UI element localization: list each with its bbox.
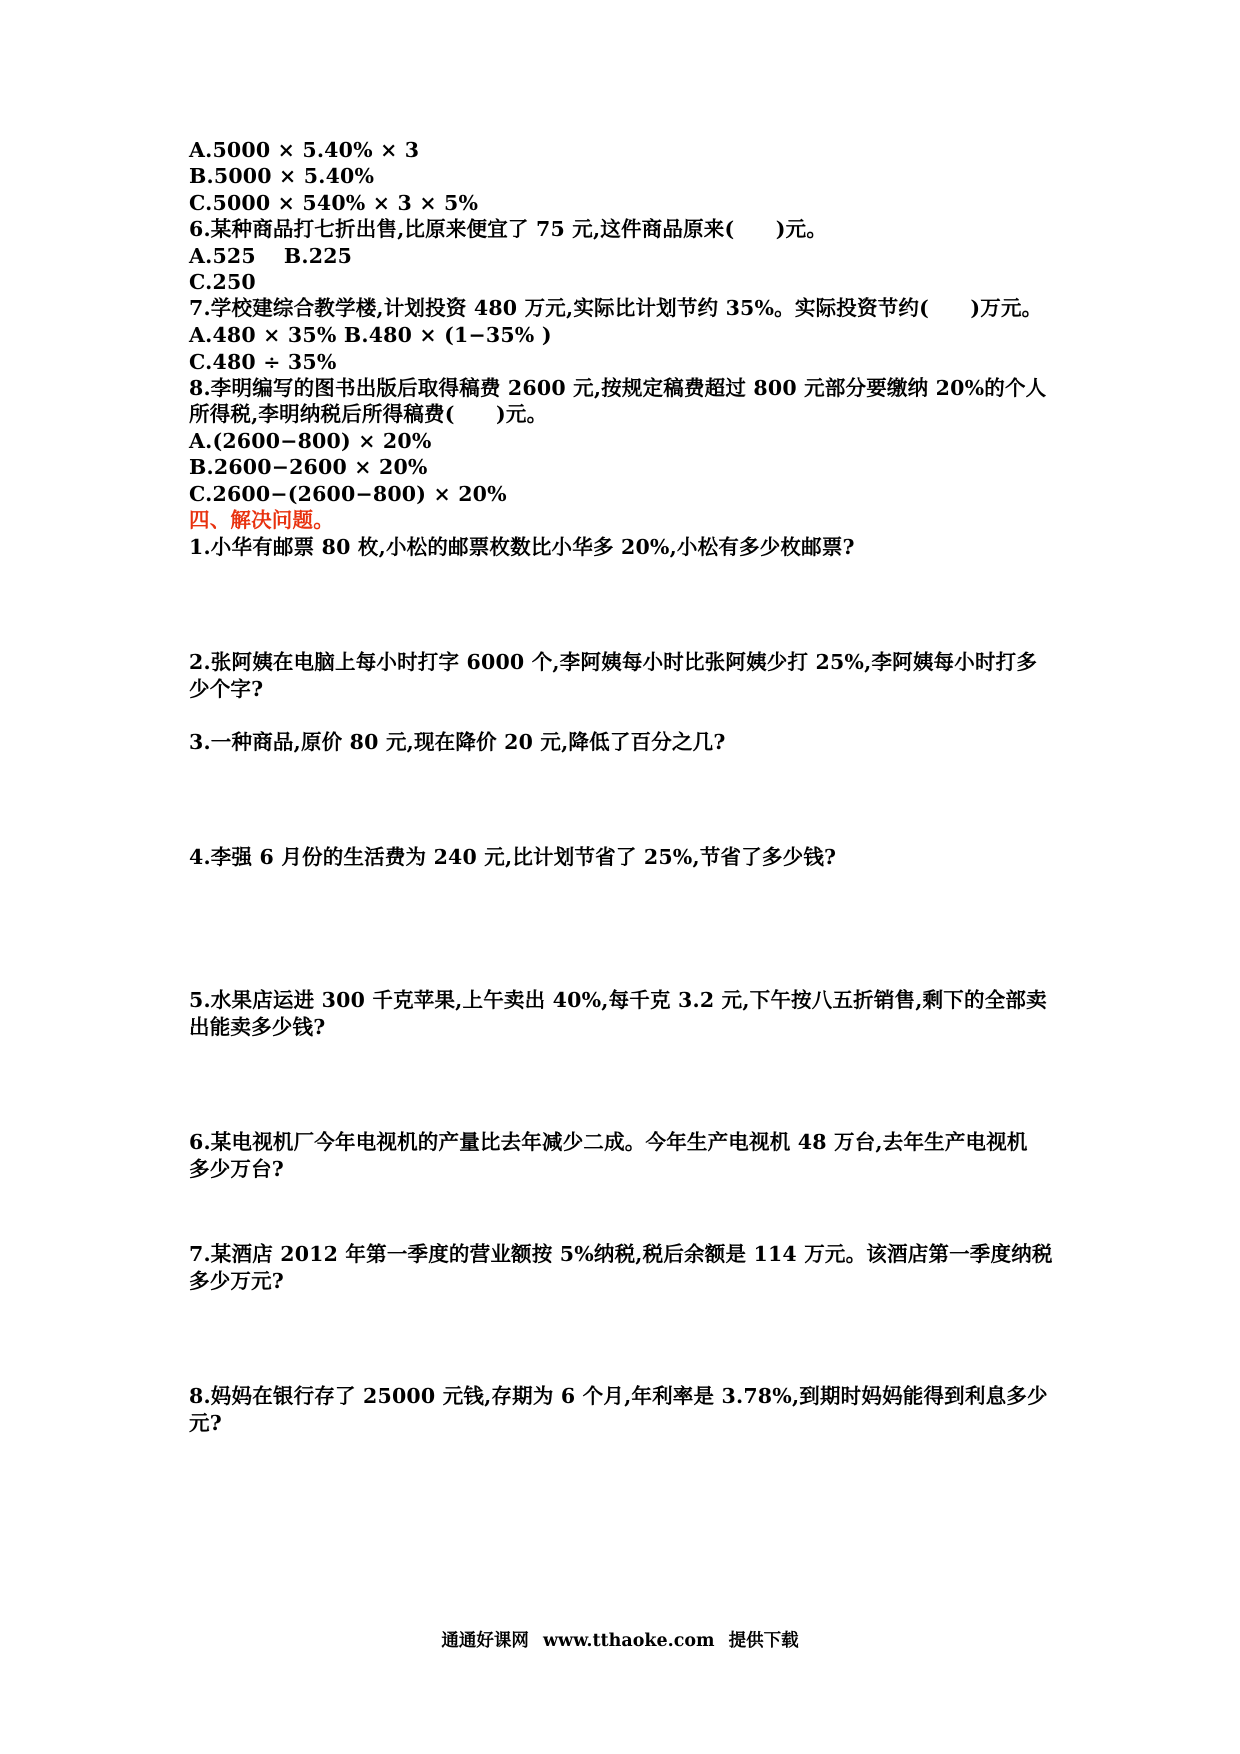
page-footer [0, 1629, 1240, 1653]
question-8-option-a: A.(2600−800) × 20% [189, 429, 432, 453]
problem-2-line1: 2.张阿姨在电脑上每小时打字 6000 个,李阿姨每小时比张阿姨少打 25%,李阿姨每小时打多 [189, 650, 1038, 674]
footer-suffix: 提供下载 [728, 1631, 799, 1651]
choice-option-c: C.5000 × 540% × 3 × 5% [189, 191, 479, 215]
footer-url[interactable]: www.tthaoke.com [542, 1631, 715, 1651]
choice-option-b: B.5000 × 5.40% [189, 164, 375, 188]
question-7-options-ab: A.480 × 35% B.480 × (1−35% ) [189, 323, 552, 347]
section-4-heading: 四、解决问题。 [189, 508, 334, 532]
question-6-stem: 6.某种商品打七折出售,比原来便宜了 75 元,这件商品原来( )元。 [189, 217, 828, 241]
question-8-stem-line2: 所得税,李明纳税后所得稿费( )元。 [189, 402, 548, 426]
question-8-option-c: C.2600−(2600−800) × 20% [189, 482, 507, 506]
problem-6-line2: 多少万台? [189, 1157, 285, 1181]
problem-7-line1: 7.某酒店 2012 年第一季度的营业额按 5%纳税,税后余额是 114 万元。该酒店第一季度纳税 [189, 1242, 1053, 1266]
problem-2-line2: 少个字? [189, 677, 264, 701]
question-8-stem-line1: 8.李明编写的图书出版后取得稿费 2600 元,按规定稿费超过 800 元部分要缴纳 20%的个人 [189, 376, 1047, 400]
problem-5-line1: 5.水果店运进 300 千克苹果,上午卖出 40%,每千克 3.2 元,下午按八五折销售,剩下的全部卖 [189, 988, 1047, 1012]
question-6-option-c: C.250 [189, 270, 256, 294]
problem-1: 1.小华有邮票 80 枚,小松的邮票枚数比小华多 20%,小松有多少枚邮票? [189, 535, 855, 559]
question-6-options-ab: A.525 B.225 [189, 244, 353, 268]
choice-option-a: A.5000 × 5.40% × 3 [189, 138, 420, 162]
problem-8-line2: 元? [189, 1411, 222, 1435]
problem-4: 4.李强 6 月份的生活费为 240 元,比计划节省了 25%,节省了多少钱? [189, 845, 837, 869]
problem-3: 3.一种商品,原价 80 元,现在降价 20 元,降低了百分之几? [189, 730, 726, 754]
footer-site-name: 通通好课网 [441, 1631, 529, 1651]
question-7-option-c: C.480 ÷ 35% [189, 350, 337, 374]
problem-8-line1: 8.妈妈在银行存了 25000 元钱,存期为 6 个月,年利率是 3.78%,到期时妈妈能得到利息多少 [189, 1384, 1048, 1408]
problem-6-line1: 6.某电视机厂今年电视机的产量比去年减少二成。今年生产电视机 48 万台,去年生产电视机 [189, 1130, 1028, 1154]
question-8-option-b: B.2600−2600 × 20% [189, 455, 428, 479]
question-7-stem: 7.学校建综合教学楼,计划投资 480 万元,实际比计划节约 35%。实际投资节约( )万元。 [189, 296, 1043, 320]
problem-7-line2: 多少万元? [189, 1269, 285, 1293]
problem-5-line2: 出能卖多少钱? [189, 1015, 326, 1039]
